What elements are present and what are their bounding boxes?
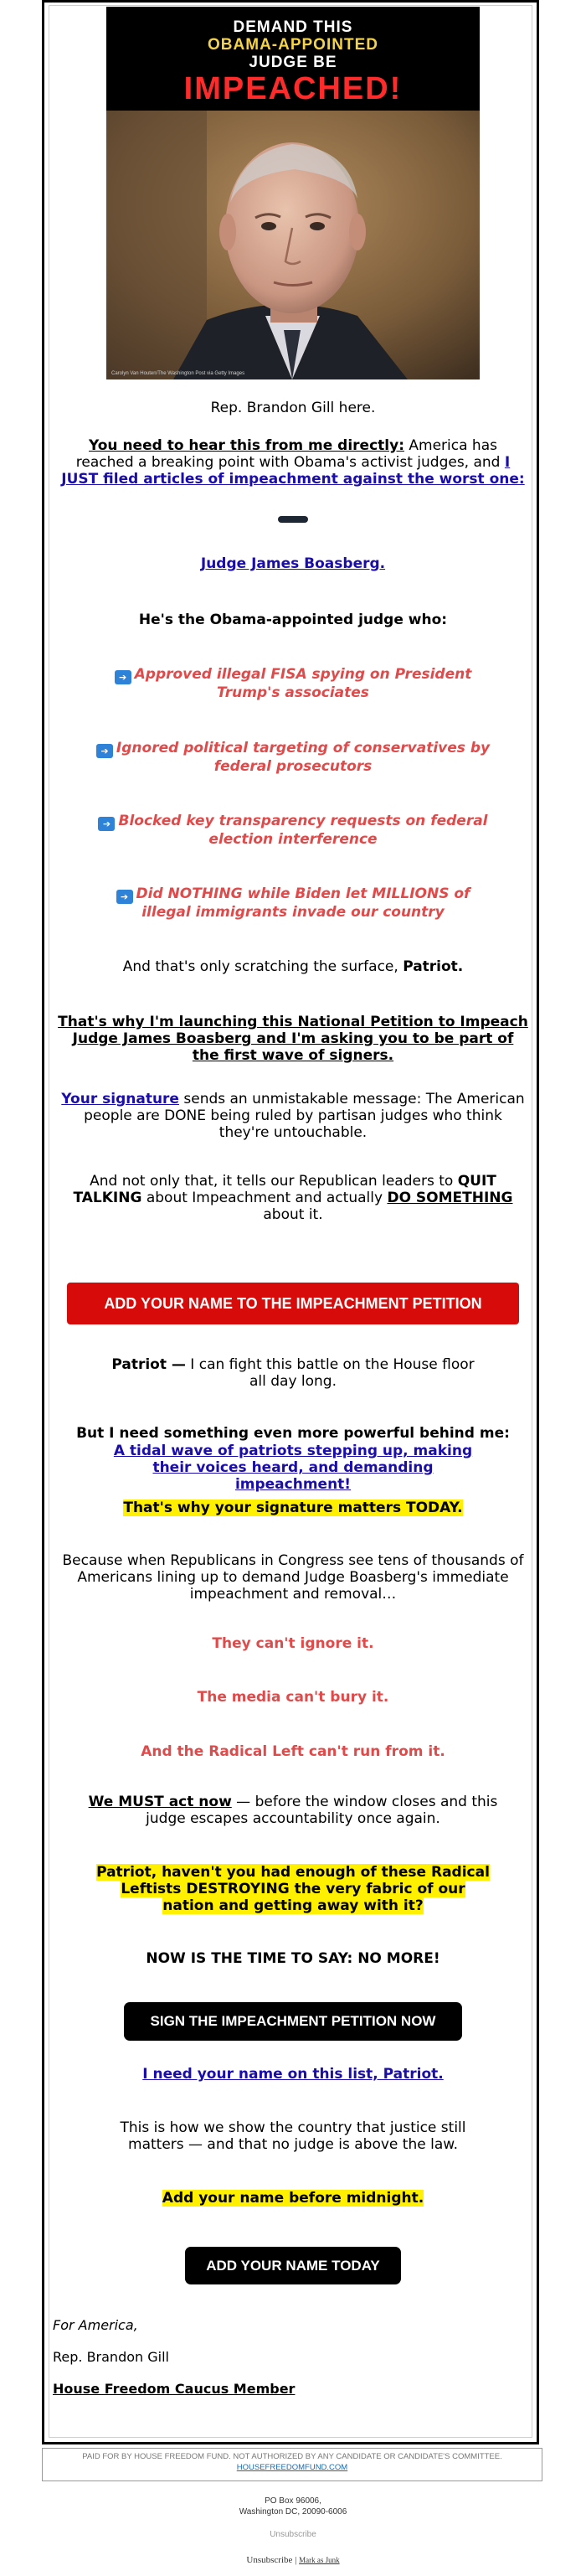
tidal-wave-link[interactable]: A tidal wave of patriots stepping up, making their voices heard, and demanding impeachment! [113,1443,473,1493]
impeachment-articles-link[interactable]: I JUST filed articles of impeachment against the worst one: [61,454,525,488]
intro-lead: You need to hear this from me directly: [89,437,404,454]
patriot-text: I can fight this battle on the House floor all day long. [185,1356,475,1390]
po-box: PO Box 96006, [265,2496,321,2506]
judge-name-link[interactable]: Judge James Boasberg. [200,555,386,572]
add-name-petition-button[interactable]: ADD YOUR NAME TO THE IMPEACHMENT PETITION [67,1283,519,1324]
surface-bold: Patriot. [403,958,464,975]
city-zip: Washington DC, 20090-6006 [239,2507,347,2517]
no-more-heading: NOW IS THE TIME TO SAY: NO MORE! [146,1950,440,1967]
launching-paragraph: That's why I'm launching this National Petition to Impeach Judge James Boasberg and I'm asking you to be part of the first wave of signers. [58,1014,528,1064]
paid-for-text: PAID FOR BY HOUSE FREEDOM FUND. NOT AUTHORIZED BY ANY CANDIDATE OR CANDIDATE'S COMMITTEE. [82,2452,502,2461]
need-name-link[interactable]: I need your name on this list, Patriot. [142,2066,444,2083]
hero-banner[interactable] [106,7,480,379]
need-name-wrap [50,2066,536,2083]
matters-today-wrap [50,1500,536,1516]
cant-run: And the Radical Left can't run from it. [141,1743,445,1760]
leaders-text-a: And not only that, it tells our Republican leaders to [90,1173,458,1190]
cant-bury: The media can't bury it. [197,1689,389,1706]
hero-line-1: DEMAND THIS [233,18,353,36]
leaders-do-something: DO SOMETHING [387,1190,513,1206]
signature-text: sends an unmistakable message: The American people are DONE being ruled by partisan judges who think they're untouchable. [84,1091,525,1141]
greeting: Rep. Brandon Gill here. [210,400,376,416]
charge-text: Blocked key transparency requests on federal election interference [118,813,488,848]
unsubscribe-text[interactable]: Unsubscribe [246,2555,293,2565]
charge-item [50,740,536,775]
enough-paragraph [50,1864,536,1914]
site-link[interactable]: HOUSEFREEDOMFUND.COM [236,2463,348,2472]
signature-closing: For America, [53,2317,138,2333]
unsubscribe-bar [0,2555,586,2565]
arrow-right-icon: ➔ [96,744,113,758]
separator: | [292,2555,300,2565]
surface-text: And that's only scratching the surface, [122,958,404,975]
matters-today: That's why your signature matters TODAY. [123,1500,463,1516]
divider-pill [278,516,308,523]
midnight-wrap [50,2190,536,2207]
arrow-right-icon: ➔ [98,817,115,831]
intro-text: America has reached a breaking point with Obama's activist judges, and [75,437,505,471]
charge-text: Approved illegal FISA spying on President Trump's associates [134,666,472,701]
signature-title: House Freedom Caucus Member [53,2381,296,2397]
before-midnight: Add your name before midnight. [162,2190,424,2207]
leaders-quit-talking: QUIT TALKING [73,1173,496,1206]
judge-photo [106,111,480,379]
justice-paragraph: This is how we show the country that justice still matters — and that no judge is above the law. [120,2119,466,2153]
who-heading: He's the Obama-appointed judge who: [138,612,448,628]
unsubscribe-link[interactable]: Unsubscribe [270,2530,316,2539]
act-now-text: — before the window closes and this judge escapes accountability once again. [146,1794,498,1827]
charge-item [50,813,536,848]
signature-name: Rep. Brandon Gill [53,2349,169,2365]
patriot-paragraph [50,1356,536,1390]
disclaimer-box [42,2448,542,2481]
add-name-today-button[interactable]: ADD YOUR NAME TODAY [185,2247,401,2284]
signature-paragraph [50,1091,536,1141]
sign-petition-button[interactable]: SIGN THE IMPEACHMENT PETITION NOW [124,2002,462,2041]
photo-credit: Carolyn Van Houten/The Washington Post via Getty Images [111,371,245,376]
charge-text: Did NOTHING while Biden let MILLIONS of illegal immigrants invade our country [136,885,470,921]
hero-line-3: JUDGE BE [249,54,337,71]
powerful-heading: But I need something even more powerful behind me: [76,1425,510,1442]
leaders-text-c: about Impeachment and actually [141,1190,388,1206]
cant-ignore: They can't ignore it. [212,1635,374,1652]
mark-as-junk-link[interactable]: Mark as Junk [299,2556,340,2564]
surface-paragraph [50,958,536,975]
hero-line-4: IMPEACHED! [183,71,403,106]
arrow-right-icon: ➔ [115,670,131,684]
act-now-paragraph [50,1794,536,1827]
judge-paragraph [50,555,536,572]
charge-text: Ignored political targeting of conservatives by federal prosecutors [116,740,491,775]
arrow-right-icon: ➔ [116,890,133,904]
leaders-paragraph [50,1173,536,1223]
republicans-paragraph: Because when Republicans in Congress see tens of thousands of Americans lining up to demand Judge Boasberg's immediate impeachment and removal… [62,1552,524,1603]
patriot-bold: Patriot — [111,1356,186,1373]
hero-headline [106,7,480,117]
act-now-bold: We MUST act now [88,1794,232,1810]
intro-paragraph [50,437,536,488]
hero-line-2: OBAMA-APPOINTED [208,36,378,54]
leaders-text-e: about it. [263,1206,323,1223]
powerful-link-wrap [50,1443,536,1493]
charge-item [50,666,536,701]
your-signature-link[interactable]: Your signature [61,1091,179,1107]
charge-item [50,885,536,921]
enough-text: Patriot, haven't you had enough of these Radical Leftists DESTROYING the very fabric of our nation and getting away with it? [96,1864,490,1914]
